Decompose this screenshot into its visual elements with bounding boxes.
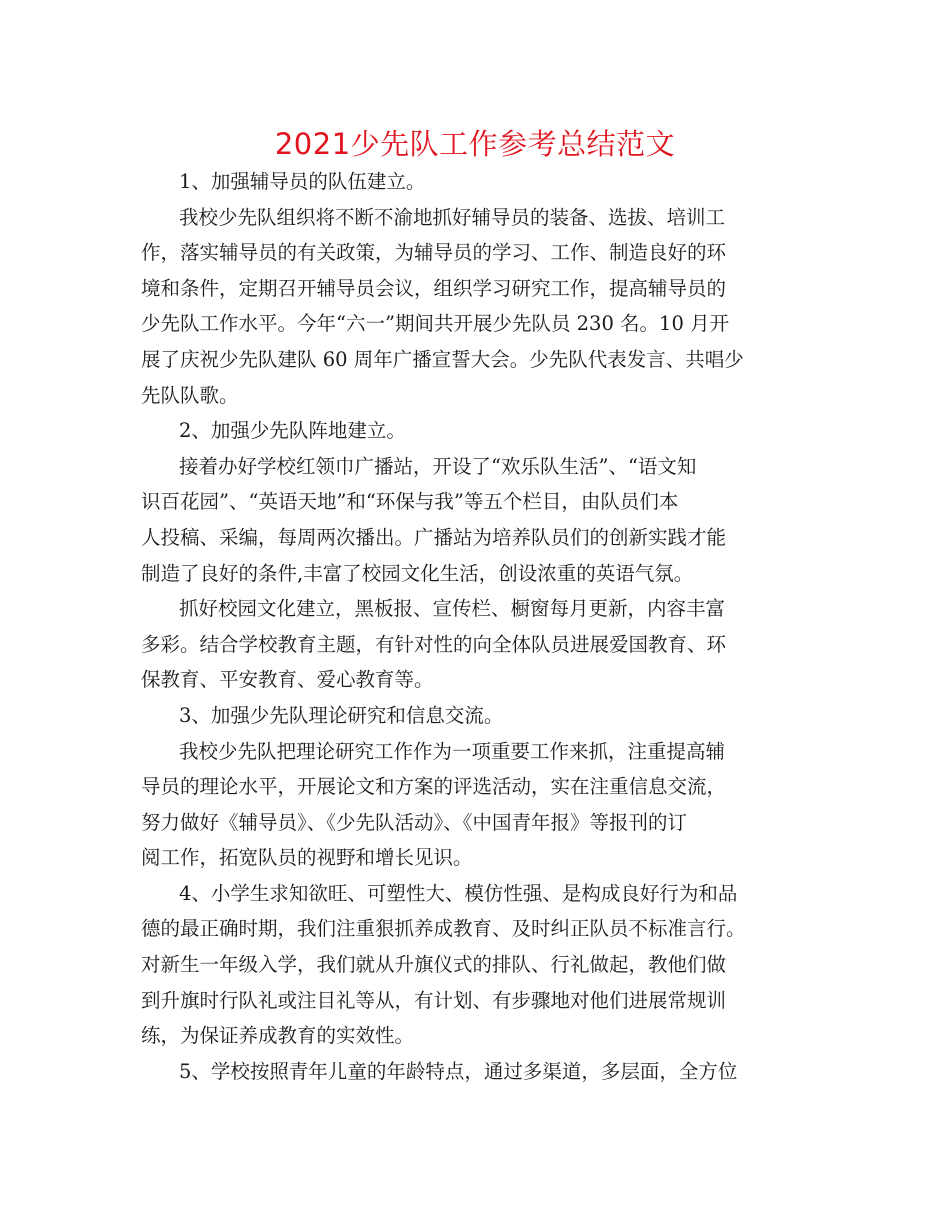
text-line: 先队队歌。	[141, 383, 239, 407]
text-line: 到升旗时行队礼或注目礼等从，有计划、有步骤地对他们进展常规训	[141, 988, 727, 1012]
text-line: 展了庆祝少先队建队 60 周年广播宣誓大会。少先队代表发言、共唱少	[141, 347, 744, 371]
text-line: 作，落实辅导员的有关政策，为辅导员的学习、工作、制造良好的环	[141, 241, 727, 265]
document-title: 2021少先队工作参考总结范文	[274, 127, 676, 161]
text-line: 5、学校按照青年儿童的年龄特点，通过多渠道，多层面，全方位	[179, 1059, 738, 1083]
document-body	[141, 164, 811, 1089]
text-line: 制造了良好的条件,丰富了校园文化生活，创设浓重的英语气氛。	[141, 561, 694, 585]
text-line: 4、小学生求知欲旺、可塑性大、模仿性强、是构成良好行为和品	[179, 881, 738, 905]
text-line: 我校少先队组织将不断不渝地抓好辅导员的装备、选拔、培训工	[179, 205, 726, 229]
text-line: 我校少先队把理论研究工作作为一项重要工作来抓，注重提高辅	[179, 739, 726, 763]
text-line: 努力做好《辅导员》、《少先队活动》、《中国青年报》等报刊的订	[141, 810, 688, 834]
text-line: 识百花园”、“英语天地”和“环保与我”等五个栏目，由队员们本	[141, 490, 679, 514]
text-line: 抓好校园文化建立，黑板报、宣传栏、橱窗每月更新，内容丰富	[179, 597, 726, 621]
text-line: 接着办好学校红领巾广播站，开设了“欢乐队生活”、“语文知	[179, 454, 697, 478]
text-line: 德的最正确时期，我们注重狠抓养成教育、及时纠正队员不标准言行。	[141, 917, 746, 941]
text-line: 少先队工作水平。今年“六一”期间共开展少先队员 230 名。10 月开	[141, 312, 730, 336]
text-line: 人投稿、采编，每周两次播出。广播站为培养队员们的创新实践才能	[141, 525, 727, 549]
text-line: 对新生一年级入学，我们就从升旗仪式的排队、行礼做起，教他们做	[141, 953, 727, 977]
text-line: 练，为保证养成教育的实效性。	[141, 1024, 415, 1048]
text-line: 2、加强少先队阵地建立。	[179, 419, 406, 443]
text-line: 1、加强辅导员的队伍建立。	[179, 170, 426, 193]
text-line: 多彩。结合学校教育主题，有针对性的向全体队员进展爱国教育、环	[141, 632, 727, 656]
text-line: 3、加强少先队理论研究和信息交流。	[179, 703, 504, 727]
text-line: 导员的理论水平，开展论文和方案的评选活动，实在注重信息交流，	[141, 775, 727, 799]
text-line: 境和条件，定期召开辅导员会议，组织学习研究工作，提高辅导员的	[141, 276, 727, 300]
text-line: 阅工作，拓宽队员的视野和增长见识。	[141, 846, 473, 870]
text-line: 保教育、平安教育、爱心教育等。	[141, 668, 434, 692]
